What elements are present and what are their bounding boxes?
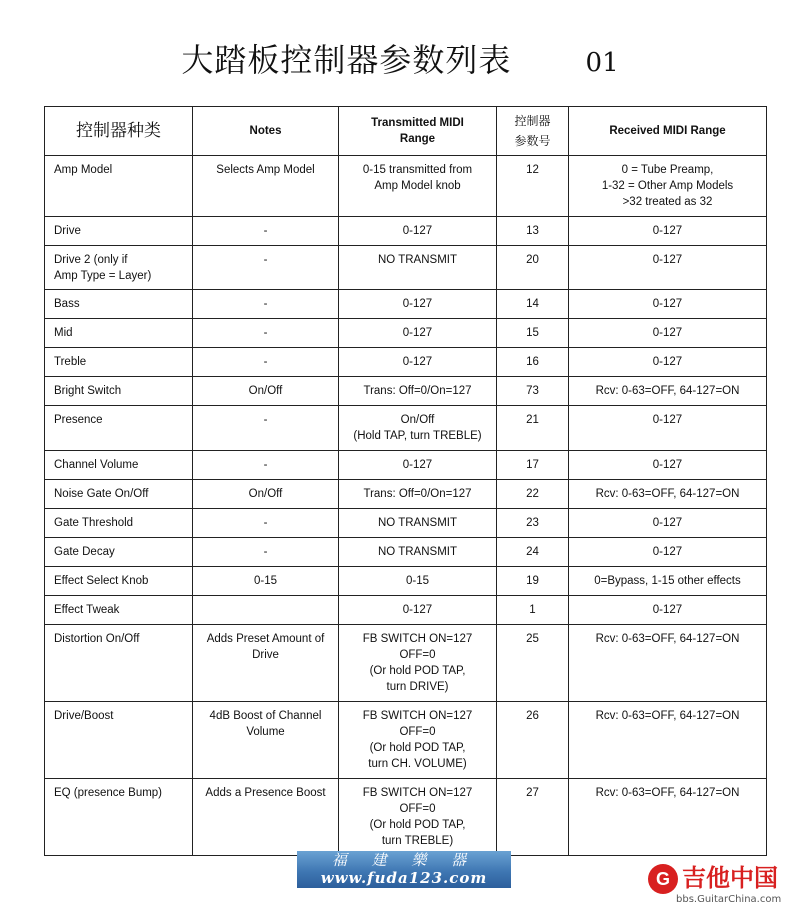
cell-line: EQ (presence Bump) [54,787,163,799]
cell-line: - [263,356,268,368]
cell-line: OFF=0 [399,803,436,815]
cell-received-range [569,406,767,451]
cell-notes [193,290,339,319]
table-row [45,779,767,856]
cell-line: On/Off [248,385,283,397]
cell-line: - [263,225,268,237]
table-row [45,509,767,538]
header-line: 控制器 [514,114,551,128]
cell-notes [193,567,339,596]
cell-line: NO TRANSMIT [377,254,457,266]
cell-line: Drive [252,649,279,661]
cell-line: 0-15 [405,575,430,587]
cell-line: 0-127 [402,298,433,310]
guitar-logo-icon: G [648,864,678,894]
cell-transmitted-range [339,348,497,377]
cell-line: Adds Preset Amount of [206,633,325,645]
cell-controller-number: 15 [497,319,569,348]
midi-parameter-table [44,106,767,856]
cell-controller-type [45,246,193,290]
cell-transmitted-range [339,377,497,406]
cell-notes [193,480,339,509]
cell-line: Volume [246,726,285,738]
cell-received-range [569,625,767,702]
cell-line: 0-127 [652,327,683,339]
cell-transmitted-range [339,319,497,348]
page-title-area [0,30,800,90]
cell-line: On/Off [400,414,435,426]
cell-line: Trans: Off=0/On=127 [363,385,472,397]
cell-line: 0=Bypass, 1-15 other effects [594,575,741,587]
header-transmitted-range [339,107,497,156]
cell-controller-type [45,290,193,319]
cell-line: Drive [54,225,81,237]
page-number: 01 [585,48,619,78]
cell-controller-number: 73 [497,377,569,406]
cell-line: (Or hold POD TAP, [369,665,466,677]
cell-controller-number: 24 [497,538,569,567]
page-title: 大踏板控制器参数列表 [181,41,512,79]
cell-line: 0-127 [652,414,683,426]
cell-line: 0-127 [652,546,683,558]
cell-received-range [569,156,767,217]
cell-line: NO TRANSMIT [377,546,457,558]
table-row [45,217,767,246]
cell-controller-number: 14 [497,290,569,319]
cell-line: Mid [54,327,73,339]
cell-controller-number: 12 [497,156,569,217]
cell-notes [193,625,339,702]
cell-controller-type [45,217,193,246]
cell-controller-number: 13 [497,217,569,246]
cell-received-range [569,779,767,856]
cell-controller-number: 27 [497,779,569,856]
cell-line: Drive/Boost [54,710,114,722]
cell-line: 0-127 [652,604,683,616]
cell-controller-type [45,406,193,451]
cell-line: 0-127 [402,459,433,471]
table-row [45,480,767,509]
cell-line: - [263,517,268,529]
cell-controller-number: 20 [497,246,569,290]
cell-line: turn DRIVE) [386,681,449,693]
cell-line: Rcv: 0-63=OFF, 64-127=ON [595,710,740,722]
table-header-row [45,107,767,156]
cell-controller-number: 26 [497,702,569,779]
cell-line: 0-127 [402,356,433,368]
cell-line: 0-127 [652,356,683,368]
table-row [45,567,767,596]
cell-line: (Or hold POD TAP, [369,742,466,754]
cell-line: FB SWITCH ON=127 [362,710,473,722]
cell-line: 0-127 [652,298,683,310]
cell-notes [193,779,339,856]
cell-line: Distortion On/Off [54,633,140,645]
cell-transmitted-range [339,246,497,290]
cell-controller-type [45,625,193,702]
cell-controller-type [45,567,193,596]
cell-line: turn TREBLE) [381,835,454,847]
cell-line: >32 treated as 32 [622,196,713,208]
cell-line: FB SWITCH ON=127 [362,787,473,799]
cell-controller-type [45,451,193,480]
cell-transmitted-range [339,451,497,480]
cell-line: - [263,546,268,558]
cell-notes [193,702,339,779]
table-row [45,377,767,406]
cell-line: Effect Tweak [54,604,120,616]
cell-line: - [263,254,268,266]
cell-line: Selects Amp Model [216,164,315,176]
cell-controller-type [45,538,193,567]
cell-notes [193,377,339,406]
cell-notes [193,348,339,377]
cell-notes [193,406,339,451]
cell-notes [193,509,339,538]
cell-received-range [569,538,767,567]
cell-transmitted-range [339,406,497,451]
table-row [45,451,767,480]
header-notes: Notes [193,107,339,156]
cell-line: Noise Gate On/Off [54,488,149,500]
cell-controller-number: 21 [497,406,569,451]
cell-line: Amp Model knob [374,180,461,192]
cell-line: 0-127 [652,225,683,237]
cell-controller-type [45,509,193,538]
table-row [45,538,767,567]
table-row [45,156,767,217]
cell-received-range [569,377,767,406]
cell-received-range [569,480,767,509]
cell-line: 0-15 transmitted from [362,164,473,176]
cell-received-range [569,246,767,290]
cell-received-range [569,509,767,538]
header-line: 参数号 [514,134,551,148]
cell-line: Rcv: 0-63=OFF, 64-127=ON [595,787,740,799]
cell-line: 0-127 [402,604,433,616]
header-received-range: Received MIDI Range [569,107,767,156]
table-row [45,348,767,377]
cell-transmitted-range [339,702,497,779]
cell-controller-type [45,779,193,856]
cell-line: 0 = Tube Preamp, [621,164,714,176]
cell-controller-type [45,702,193,779]
cell-line: Effect Select Knob [54,575,149,587]
cell-received-range [569,217,767,246]
cell-line: Drive 2 (only if [54,254,128,266]
cell-controller-type [45,596,193,625]
table-row [45,290,767,319]
cell-controller-number: 22 [497,480,569,509]
cell-received-range [569,567,767,596]
cell-controller-number: 16 [497,348,569,377]
cell-line: Trans: Off=0/On=127 [363,488,472,500]
cell-received-range [569,319,767,348]
cell-controller-type [45,348,193,377]
cell-notes [193,596,339,625]
cell-line: - [263,298,268,310]
cell-line: OFF=0 [399,726,436,738]
cell-controller-type [45,156,193,217]
cell-controller-type [45,319,193,348]
cell-notes [193,319,339,348]
cell-transmitted-range [339,625,497,702]
site-logo [648,862,794,908]
cell-transmitted-range [339,596,497,625]
cell-line: (Or hold POD TAP, [369,819,466,831]
cell-line: Amp Type = Layer) [54,270,152,282]
cell-controller-type [45,377,193,406]
cell-line: Bright Switch [54,385,122,397]
cell-line: - [263,459,268,471]
cell-controller-number: 19 [497,567,569,596]
cell-controller-number: 1 [497,596,569,625]
watermark-url: www.fuda123.com [320,869,488,887]
header-line: Transmitted MIDI [371,117,464,129]
cell-line: 4dB Boost of Channel [209,710,322,722]
cell-line: Channel Volume [54,459,139,471]
cell-line: 0-127 [652,459,683,471]
cell-line: NO TRANSMIT [377,517,457,529]
cell-line: FB SWITCH ON=127 [362,633,473,645]
cell-line: - [263,414,268,426]
cell-notes [193,217,339,246]
cell-controller-number: 25 [497,625,569,702]
table-row [45,406,767,451]
cell-transmitted-range [339,509,497,538]
cell-line: Gate Threshold [54,517,134,529]
cell-notes [193,451,339,480]
watermark-banner [297,851,511,888]
logo-site: bbs.GuitarChina.com [676,894,782,905]
cell-transmitted-range [339,480,497,509]
cell-line: On/Off [248,488,283,500]
cell-line: Presence [54,414,103,426]
table-row [45,702,767,779]
cell-line: Rcv: 0-63=OFF, 64-127=ON [595,385,740,397]
cell-line: Rcv: 0-63=OFF, 64-127=ON [595,633,740,645]
cell-transmitted-range [339,217,497,246]
cell-line: (Hold TAP, turn TREBLE) [353,430,482,442]
logo-name: 吉他中国 [682,864,778,892]
cell-line: 0-127 [652,254,683,266]
cell-received-range [569,451,767,480]
header-line: Range [399,133,436,145]
cell-line: Bass [54,298,80,310]
cell-line: 0-127 [652,517,683,529]
cell-received-range [569,290,767,319]
cell-notes [193,246,339,290]
cell-controller-number: 23 [497,509,569,538]
table-row [45,596,767,625]
cell-notes [193,538,339,567]
cell-line: Gate Decay [54,546,115,558]
cell-transmitted-range [339,779,497,856]
cell-line: 0-127 [402,327,433,339]
watermark-title: 福 建 樂 器 [331,851,477,869]
cell-line: Amp Model [54,164,113,176]
header-controller-type: 控制器种类 [45,107,193,156]
cell-line: OFF=0 [399,649,436,661]
cell-line: turn CH. VOLUME) [368,758,467,770]
cell-transmitted-range [339,567,497,596]
cell-line: - [263,327,268,339]
cell-line: 0-15 [253,575,278,587]
cell-received-range [569,702,767,779]
cell-notes [193,156,339,217]
table-row [45,625,767,702]
cell-line: Adds a Presence Boost [205,787,326,799]
table-row [45,246,767,290]
cell-transmitted-range [339,290,497,319]
cell-line: Treble [54,356,87,368]
header-controller-number [497,107,569,156]
table-row [45,319,767,348]
cell-line: 1-32 = Other Amp Models [601,180,734,192]
cell-transmitted-range [339,538,497,567]
cell-transmitted-range [339,156,497,217]
cell-line: 0-127 [402,225,433,237]
cell-controller-type [45,480,193,509]
cell-received-range [569,348,767,377]
cell-controller-number: 17 [497,451,569,480]
cell-received-range [569,596,767,625]
cell-line: Rcv: 0-63=OFF, 64-127=ON [595,488,740,500]
table-body [45,156,767,856]
